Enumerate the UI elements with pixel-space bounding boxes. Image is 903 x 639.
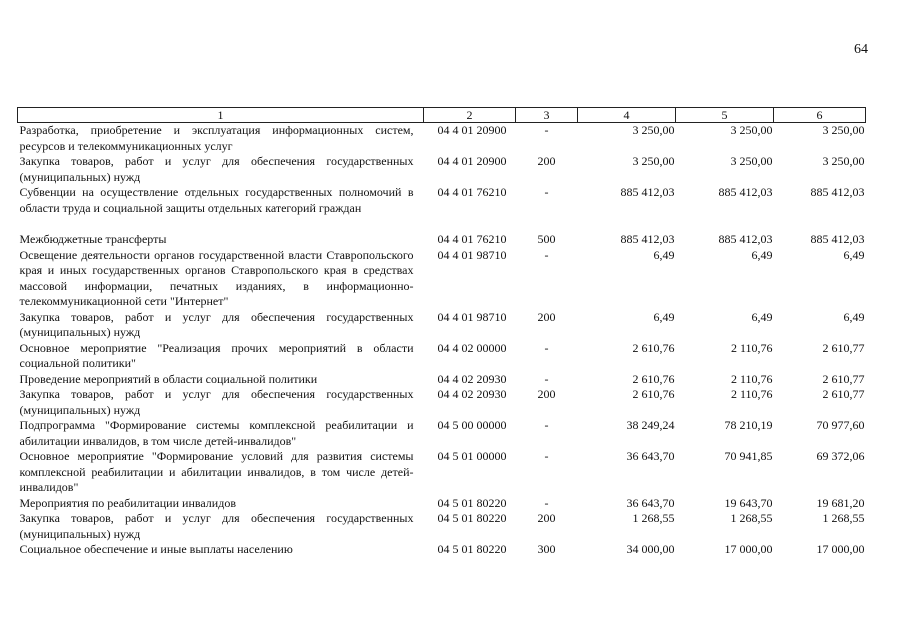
table-row	[18, 341, 866, 372]
header-col-5: 5	[676, 108, 774, 123]
row-name: Подпрограмма "Формирование системы комплексной реабилитации и абилитации инвалидов, в том числе детей-инвалидов"	[19, 418, 414, 448]
page-number: 64	[854, 42, 868, 57]
row-value-3: 17 000,00	[816, 542, 865, 556]
row-value-3: 69 372,06	[816, 449, 865, 463]
row-name: Закупка товаров, работ и услуг для обеспечения государственных (муниципальных) нужд	[19, 154, 414, 184]
row-code: 04 4 02 20930	[437, 387, 507, 401]
row-value-2: 3 250,00	[730, 123, 773, 137]
row-name: Проведение мероприятий в области социальной политики	[19, 371, 318, 386]
row-value-2: 2 110,76	[730, 371, 773, 386]
row-type: 200	[537, 309, 556, 324]
table-row	[18, 496, 866, 512]
row-value-1: 34 000,00	[626, 542, 675, 556]
row-code: 04 4 01 20900	[437, 123, 507, 137]
header-col-2: 2	[424, 108, 516, 123]
header-col-3: 3	[516, 108, 578, 123]
table-row	[18, 123, 866, 155]
table-row	[18, 511, 866, 542]
row-value-3: 19 681,20	[816, 495, 865, 510]
table-row	[18, 232, 866, 248]
row-value-1: 885 412,03	[620, 185, 675, 199]
row-type: -	[544, 495, 549, 510]
row-value-2: 3 250,00	[730, 154, 773, 168]
table-row	[18, 418, 866, 449]
row-name: Закупка товаров, работ и услуг для обеспечения государственных (муниципальных) нужд	[19, 511, 414, 541]
row-name: Освещение деятельности органов государственной власти Ставропольского края и иных государственных органов Ставропольского края в средствах массовой информации, печатных изданиях, в информационно-телекоммуникационной сети "Интернет"	[19, 247, 414, 308]
row-name: Закупка товаров, работ и услуг для обеспечения государственных (муниципальных) нужд	[19, 309, 414, 339]
row-type: 300	[537, 542, 556, 556]
row-code: 04 4 01 20900	[437, 154, 507, 168]
row-type: -	[544, 247, 549, 262]
row-value-3: 3 250,00	[822, 123, 865, 137]
row-value-3: 885 412,03	[810, 232, 865, 246]
table-row	[18, 248, 866, 310]
row-type: -	[544, 185, 549, 199]
table-row	[18, 310, 866, 341]
row-name: Мероприятия по реабилитации инвалидов	[19, 495, 236, 510]
row-name: Закупка товаров, работ и услуг для обеспечения государственных (муниципальных) нужд	[19, 387, 414, 417]
row-value-3: 885 412,03	[810, 185, 865, 199]
table-row	[18, 185, 866, 216]
row-code: 04 5 01 80220	[437, 495, 507, 510]
table-row	[18, 154, 866, 185]
row-value-1: 3 250,00	[632, 154, 675, 168]
row-value-2: 2 110,76	[730, 340, 773, 355]
row-type: -	[544, 123, 549, 137]
row-type: 200	[537, 387, 556, 401]
row-value-2: 6,49	[751, 309, 773, 324]
row-value-1: 38 249,24	[626, 418, 675, 432]
header-row	[18, 108, 866, 123]
row-type: 500	[537, 232, 556, 246]
row-code: 04 5 01 00000	[437, 449, 507, 463]
table-row	[18, 449, 866, 496]
row-name: Межбюджетные трансферты	[19, 232, 167, 246]
row-value-3: 2 610,77	[822, 371, 865, 386]
row-value-2: 70 941,85	[724, 449, 773, 463]
table-row	[18, 542, 866, 558]
table-row	[18, 372, 866, 388]
row-code: 04 5 01 80220	[437, 511, 507, 525]
header-col-6: 6	[774, 108, 866, 123]
row-name: Разработка, приобретение и эксплуатация информационных систем, ресурсов и телекоммуникационных услуг	[19, 123, 414, 153]
row-code: 04 5 01 80220	[437, 542, 507, 556]
row-value-2: 19 643,70	[724, 495, 773, 510]
row-value-1: 36 643,70	[626, 449, 675, 463]
header-col-1: 1	[18, 108, 424, 123]
row-type: 200	[537, 511, 556, 525]
row-type: -	[544, 371, 549, 386]
row-value-1: 3 250,00	[632, 123, 675, 137]
row-value-2: 78 210,19	[724, 418, 773, 432]
row-code: 04 4 01 76210	[437, 185, 507, 199]
row-type: -	[544, 418, 549, 432]
row-value-3: 6,49	[843, 247, 865, 262]
row-code: 04 4 01 98710	[437, 309, 507, 324]
row-type: -	[544, 449, 549, 463]
row-type: -	[544, 340, 549, 355]
row-name: Социальное обеспечение и иные выплаты населению	[19, 542, 293, 556]
row-code: 04 4 01 98710	[437, 247, 507, 262]
row-value-1: 2 610,76	[632, 387, 675, 401]
row-value-3: 70 977,60	[816, 418, 865, 432]
row-name: Основное мероприятие "Реализация прочих мероприятий в области социальной политики"	[19, 340, 414, 370]
row-value-1: 36 643,70	[626, 495, 675, 510]
row-name: Основное мероприятие "Формирование условий для развития системы комплексной реабилитации и абилитации инвалидов, в том числе детей-инвалидов"	[19, 449, 414, 494]
row-name: Субвенции на осуществление отдельных государственных полномочий в области труда и социальной защиты отдельных категорий граждан	[19, 185, 414, 215]
row-code: 04 4 01 76210	[437, 232, 507, 246]
row-value-2: 17 000,00	[724, 542, 773, 556]
row-code: 04 5 00 00000	[437, 418, 507, 432]
row-value-2: 885 412,03	[718, 185, 773, 199]
table-row	[18, 387, 866, 418]
row-value-2: 1 268,55	[730, 511, 773, 525]
row-value-3: 1 268,55	[822, 511, 865, 525]
row-type: 200	[537, 154, 556, 168]
row-value-3: 2 610,77	[822, 340, 865, 355]
row-value-1: 6,49	[653, 309, 675, 324]
budget-table	[17, 107, 866, 558]
row-code: 04 4 02 00000	[437, 340, 507, 355]
row-value-1: 2 610,76	[632, 340, 675, 355]
row-value-3: 2 610,77	[822, 387, 865, 401]
row-value-1: 2 610,76	[632, 371, 675, 386]
row-value-2: 885 412,03	[718, 232, 773, 246]
row-code: 04 4 02 20930	[437, 371, 507, 386]
header-col-4: 4	[578, 108, 676, 123]
row-value-2: 2 110,76	[730, 387, 773, 401]
blank-row	[18, 216, 866, 232]
row-value-1: 6,49	[653, 247, 675, 262]
row-value-1: 1 268,55	[632, 511, 675, 525]
row-value-3: 6,49	[843, 309, 865, 324]
row-value-3: 3 250,00	[822, 154, 865, 168]
row-value-2: 6,49	[751, 247, 773, 262]
row-value-1: 885 412,03	[620, 232, 675, 246]
